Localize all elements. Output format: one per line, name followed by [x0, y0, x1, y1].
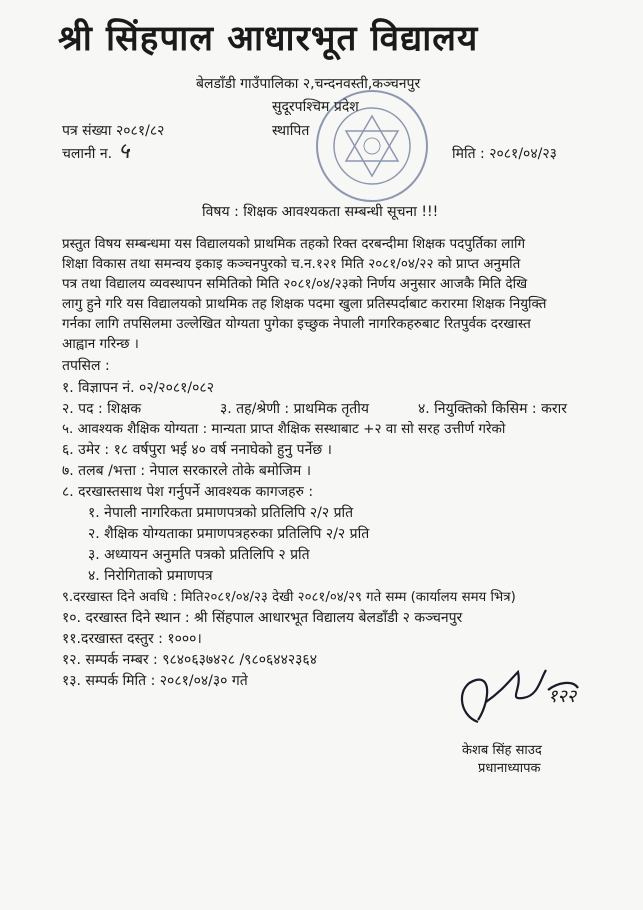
signature-date-mark: १२२: [548, 686, 577, 707]
body-line: पत्र तथा विद्यालय व्यवस्थापन समितिको मिति २०८१/०४/२३को निर्णय अनुसार आजकै मिति देखि: [62, 276, 528, 292]
body-line: आह्वान गरिन्छ ।: [62, 336, 139, 352]
school-name: श्री सिंहपाल आधारभूत विद्यालय: [58, 19, 479, 59]
document-item: १. नेपाली नागरिकता प्रमाणपत्रको प्रतिलिपि २/२ प्रति: [88, 505, 354, 521]
chalani-number-handwritten: ५: [118, 139, 130, 164]
list-item: २. पद : शिक्षक: [62, 401, 142, 417]
address-line-1: बेलडाँडी गाउँपालिका २,चन्दनवस्ती,कञ्चनपुर: [196, 76, 421, 92]
document-item: ४. निरोगिताको प्रमाणपत्र: [88, 568, 213, 584]
date: मिति : २०८१/०४/२३: [452, 146, 557, 162]
list-item: ३. तह/श्रेणी : प्राथमिक तृतीय: [220, 401, 370, 417]
patra-sankhya: पत्र संख्या २०८१/८२: [62, 123, 165, 139]
list-item: १. विज्ञापन नं. ०२/२०८१/०८२: [62, 380, 214, 396]
list-item: १२. सम्पर्क नम्बर : ९८४०६३७४२८ /९८०६४४२३६४: [62, 652, 317, 668]
address-line-2: सुदूरपश्चिम प्रदेश: [272, 99, 359, 115]
established-label: स्थापित: [272, 123, 310, 139]
body-line: लागु हुने गरि यस विद्यालयको प्राथमिक तह शिक्षक पदमा खुला प्रतिस्पर्दाबाट करारमा शिक्षक नियुक्ति: [62, 296, 547, 312]
tapasil-label: तपसिल :: [62, 358, 110, 374]
signatory-name: केशब सिंह साउद: [462, 743, 542, 758]
subject: विषय : शिक्षक आवश्यकता सम्बन्धी सूचना !!!: [202, 204, 439, 220]
list-item: ४. नियुक्तिको किसिम : करार: [418, 401, 567, 417]
body-line: प्रस्तुत विषय सम्बन्धमा यस विद्यालयको प्राथमिक तहको रिक्त दरबन्दीमा शिक्षक पदपुर्तिका लागि: [62, 236, 526, 252]
list-item: ९.दरखास्त दिने अवधि : मिति२०८१/०४/२३ देखी २०८१/०४/२९ गते सम्म (कार्यालय समय भित्र): [62, 590, 516, 605]
list-item: ११.दरखास्त दस्तुर : १०००।: [62, 631, 202, 647]
list-item: ७. तलब /भत्ता : नेपाल सरकारले तोके बमोजिम ।: [62, 463, 312, 479]
list-item: ५. आवश्यक शैक्षिक योग्यता : मान्यता प्राप्त शैक्षिक सस्थाबाट +२ वा सो सरह उत्तीर्ण गरेको: [62, 421, 506, 437]
list-item: ८. दरखास्तसाथ पेश गर्नुपर्ने आवश्यक कागजहरु :: [62, 484, 314, 500]
school-seal-stamp: [312, 86, 432, 206]
chalani-label: चलानी न.: [62, 146, 113, 162]
list-item: ६. उमेर : १८ वर्षपुरा भई ४० वर्ष ननाघेको हुनु पर्नेछ ।: [62, 442, 332, 458]
document-item: ३. अध्यायन अनुमति पत्रको प्रतिलिपि २ प्रति: [88, 547, 310, 563]
list-item: १३. सम्पर्क मिति : २०८१/०४/३० गते: [62, 673, 248, 689]
body-line: शिक्षा विकास तथा समन्वय इकाइ कञ्चनपुरको च.न.१२१ मिति २०८१/०४/२२ को प्राप्त अनुमति: [62, 256, 521, 272]
body-line: गर्नका लागि तपसिलमा उल्लेखित योग्यता पुगेका इच्छुक नेपाली नागरिकहरुबाट रितपुर्वक दरखास्त: [62, 316, 531, 332]
document-item: २. शैक्षिक योग्यताका प्रमाणपत्रहरुका प्रतिलिपि २/२ प्रति: [88, 526, 370, 542]
list-item: १०. दरखास्त दिने स्थान : श्री सिंहपाल आधारभूत विद्यालय बेलडाँडी २ कञ्चनपुर: [62, 610, 463, 626]
signatory-title: प्रधानाध्यापक: [478, 761, 541, 776]
